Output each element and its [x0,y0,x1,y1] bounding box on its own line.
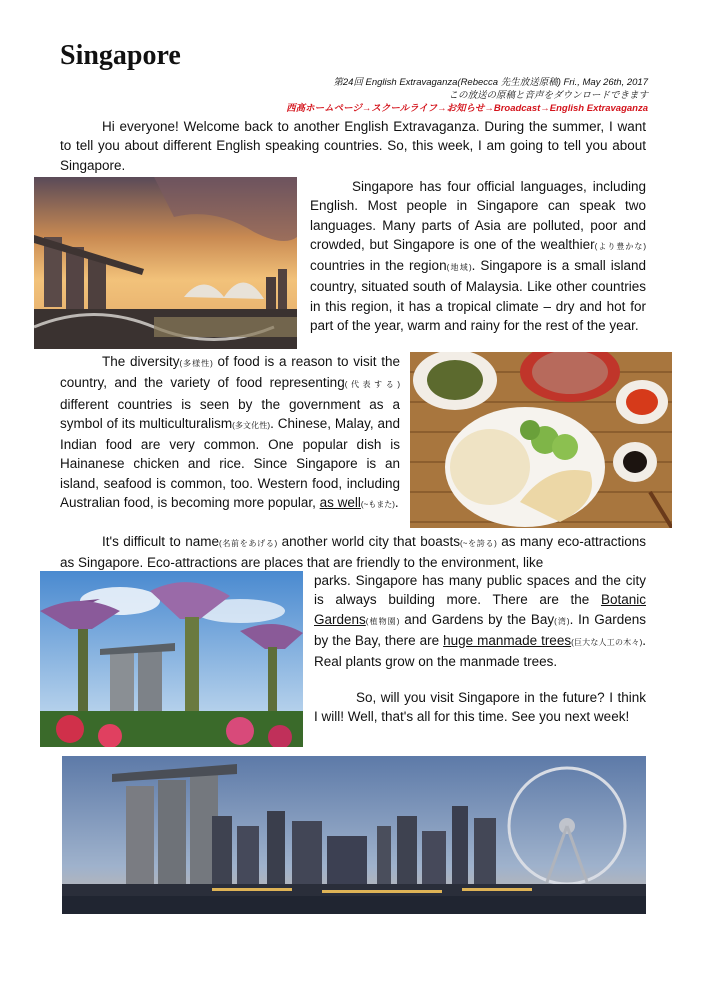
gloss: (湾) [554,616,570,626]
food-paragraph [60,352,400,514]
page-title: Singapore [60,40,181,71]
underlined-term: Botanic Gardens [314,592,646,627]
download-note: この放送の原稿と音声をダウンロードできます [448,90,648,101]
gloss: (~もまた) [360,500,395,510]
text-span: parks. Singapore has many public spaces and the city is always building more. There are the [314,573,646,608]
underlined-term: as well [319,495,361,511]
gardens-paragraph [314,571,646,671]
underlined-term: huge manmade trees [443,632,572,648]
gloss: (植物園) [365,616,400,626]
text-span: . [394,495,399,511]
singapore-skyline-night-photo [62,756,646,914]
gloss: (~を誇る) [460,539,497,548]
gloss: (多様性) [179,359,213,368]
gloss: (多文化性) [232,420,271,430]
gloss: (巨大な人工の木々) [571,637,643,647]
text-span: countries in the region [310,258,447,274]
supertree-grove-photo [40,571,303,747]
eco-attractions-paragraph [60,532,646,573]
broadcast-info: 第24回 English Extravaganza(Rebecca 先生放送原稿) Fri., May 26th, 2017 [333,77,648,88]
gloss: (より豊かな) [594,241,646,251]
closing-paragraph: So, will you visit Singapore in the future? I think I will! Well, that's all for this time. See you next week! [314,690,646,725]
text-span: . In Gardens by the Bay, there are [314,611,647,648]
languages-paragraph [310,177,646,335]
gloss: (代表する) [344,380,400,390]
text-span: another world city that boasts [277,534,461,549]
gloss: (名前をあげる) [218,539,278,548]
text-span: of food is a reason to visit the country, and the variety of food representing [60,354,400,391]
text-span: . Singapore is a small island country, situated south of Malaysia. Like other countries in this region, it has a tropical climate – dry and hot for part of the year, warm and rainy for the rest of the year. [310,258,646,334]
text-span: It's difficult to name [102,534,219,549]
text-span: as many eco-attractions as Singapore. Eco-attractions are places that are friendly to the environment, like [60,534,647,571]
text-span: Singapore has four official languages, including English. Most people in Singapore can speak two languages. Many parts of Asia are polluted, poor and crowded, but Singapore is one of the wealthier [310,179,646,252]
text-span: different countries is seen by the government as a symbol of its multiculturalism [60,396,400,431]
marina-bay-sunset-photo [34,177,297,349]
website-path-link[interactable]: 西高ホームページ→スクールライフ→お知らせ→Broadcast→English Extravaganza [286,103,648,114]
text-span: . Real plants grow on the manmade trees. [314,632,646,670]
text-span: . Chinese, Malay, and Indian food are very common. One popular dish is Hainanese chicken and rice. Since Singapore is an island, seafood is common, too. Western food, including Australian food, is becoming more popular, [60,415,401,511]
intro-paragraph: Hi everyone! Welcome back to another English Extravaganza. During the summer, I want to tell you about different English speaking countries. So, this week, I am going to tell you about Singapore. [60,119,646,173]
text-span: The diversity [102,354,180,369]
hainanese-chicken-rice-photo [410,352,672,528]
gloss: (地域) [446,263,472,273]
text-span: and Gardens by the Bay [399,611,555,627]
